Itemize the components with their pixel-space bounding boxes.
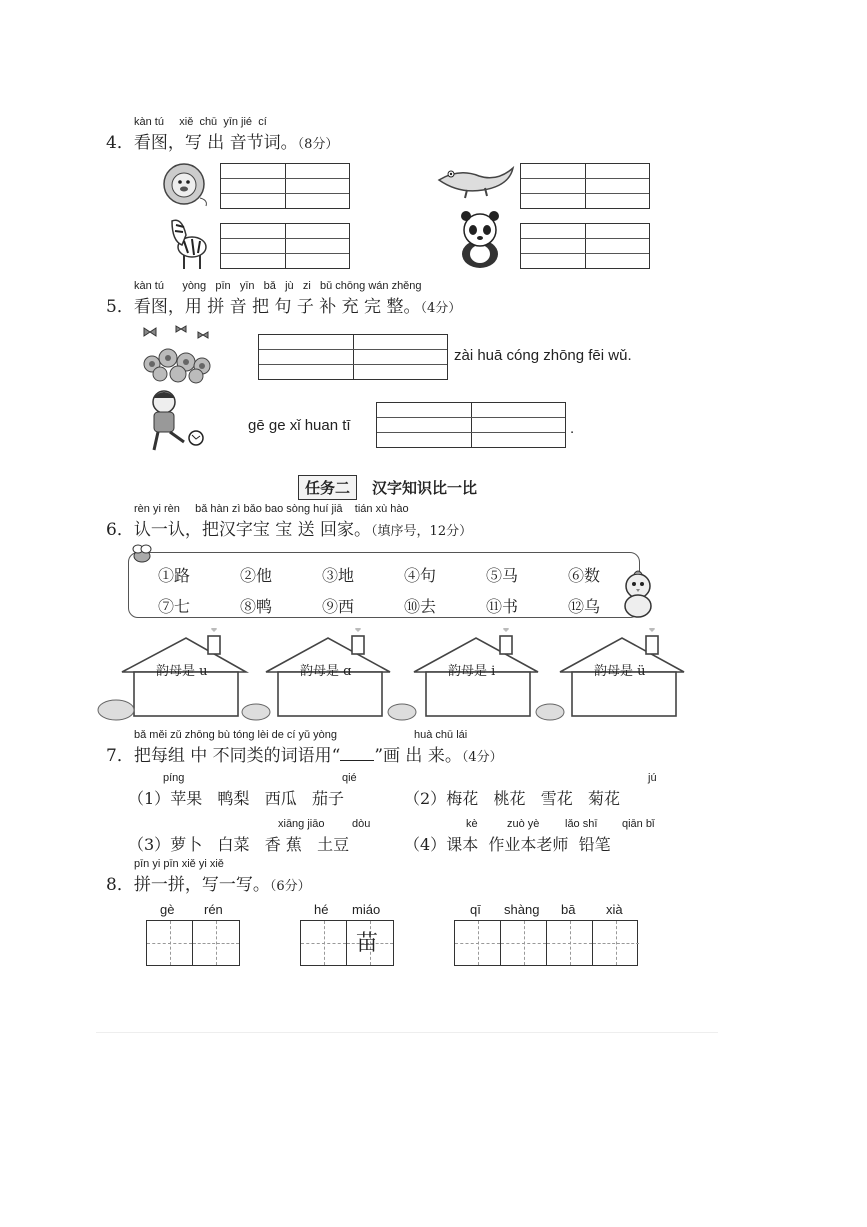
sentence2-prefix: gē ge xǐ huan tī: [248, 417, 351, 434]
char-9: ⑨西: [322, 597, 355, 616]
char-4: ④句: [404, 566, 437, 585]
q8-g1-py-2: rén: [204, 902, 223, 917]
sentence2-suffix: .: [570, 420, 575, 437]
char-6: ⑥数: [568, 566, 601, 585]
q8-g3-py-3: bā: [561, 902, 576, 917]
q7-g1-pinyin-b: qié: [342, 772, 357, 784]
house-label-a: 韵母是 ɑ: [300, 664, 352, 679]
task2-badge: 任务二: [298, 475, 357, 500]
q6-pinyin: rèn yi rèn bǎ hàn zì bǎo bao sòng huí jiā tián xù hào: [134, 503, 409, 515]
writing-grid-1[interactable]: [146, 920, 240, 966]
char-5: ⑤马: [486, 566, 519, 585]
q8-pinyin: pīn yi pīn xiě yi xiě: [134, 858, 224, 870]
crocodile-picture: [437, 160, 515, 200]
q7-group4: （4）课本 作业本老师 铅笔: [404, 835, 611, 854]
q7-g3-pinyin-b: dòu: [352, 818, 371, 830]
q4-pinyin: kàn tú xiě chū yīn jié cí: [134, 116, 267, 128]
character-cloud: [128, 552, 640, 618]
q8-g3-py-1: qī: [470, 902, 481, 917]
pinyin-box-crocodile[interactable]: [520, 163, 650, 209]
q7-group1: （1）苹果 鸭梨 西瓜 茄子: [128, 789, 345, 808]
q7-g4-pinyin-b: zuò yè: [507, 818, 540, 830]
char-7: ⑦七: [158, 597, 191, 616]
writing-grid-2[interactable]: [300, 920, 394, 966]
q7-g4-pinyin-c: lǎo shī: [565, 818, 598, 830]
q8-g2-py-2: miáo: [352, 902, 381, 917]
q5-pinyin: kàn tú yòng pīn yīn bǎ jù zi bǔ chōng wán zhěng: [134, 280, 422, 292]
char-3: ③地: [322, 566, 355, 585]
pinyin-box-sentence1[interactable]: [258, 334, 448, 380]
q7-title: 7．把每组 中 不同类的词语用“ ”画 出 来。（4分）: [106, 746, 503, 766]
q5-title: 5．看图，用 拼 音 把 句 子 补 充 完 整。（4分）: [106, 297, 462, 317]
sentence1-suffix: zài huā cóng zhōng fēi wǔ.: [454, 347, 632, 364]
pinyin-box-zebra[interactable]: [220, 223, 350, 269]
q8-g2-py-1: hé: [314, 902, 329, 917]
q7-pinyin-a: bǎ měi zǔ zhōng bù tóng lèi de cí yǔ yòng: [134, 729, 338, 741]
q7-g2-pinyin: jú: [648, 772, 657, 784]
q4-title: 4．看图，写 出 音节词。（8分）: [106, 133, 339, 153]
bee-icon: [128, 544, 156, 564]
q7-g4-pinyin-d: qiān bǐ: [622, 818, 655, 830]
q7-pinyin-b: huà chū lái: [414, 729, 468, 741]
butterflies-flowers-picture: [136, 322, 216, 384]
page-divider: [96, 1032, 718, 1033]
chick-icon: [616, 568, 660, 620]
boy-football-picture: [140, 388, 208, 456]
q8-g3-py-4: xià: [606, 902, 623, 917]
char-11: ⑪书: [486, 597, 519, 616]
pinyin-box-sentence2[interactable]: [376, 402, 566, 448]
q7-g4-pinyin-a: kè: [466, 818, 478, 830]
pinyin-box-panda[interactable]: [520, 223, 650, 269]
char-10: ⑩去: [404, 597, 437, 616]
house-label-v: 韵母是 ü: [594, 664, 646, 679]
q7-g3-pinyin-a: xiāng jiāo: [278, 818, 325, 830]
house-label-i: 韵母是 i: [448, 664, 496, 679]
char-2: ②他: [240, 566, 273, 585]
lion-picture: [160, 158, 212, 210]
char-1: ①路: [158, 566, 191, 585]
panda-picture: [454, 208, 506, 270]
q8-g1-py-1: gè: [160, 902, 175, 917]
filled-character: 苗: [356, 931, 379, 956]
pinyin-box-lion[interactable]: [220, 163, 350, 209]
task2-title: 汉字知识比一比: [372, 479, 478, 497]
q7-g1-pinyin-a: píng: [163, 772, 185, 784]
house-label-u: 韵母是 u: [156, 664, 208, 679]
q8-g3-py-2: shàng: [504, 902, 540, 917]
zebra-picture: [162, 215, 212, 271]
q6-title: 6．认一认，把汉字宝 宝 送 回家。（填序号，12分）: [106, 520, 473, 540]
char-12: ⑫乌: [568, 597, 601, 616]
q8-title: 8．拼一拼，写一写。（6分）: [106, 875, 311, 895]
char-8: ⑧鸭: [240, 597, 273, 616]
writing-grid-3[interactable]: [454, 920, 638, 966]
q7-group2: （2）梅花 桃花 雪花 菊花: [404, 789, 621, 808]
q7-group3: （3）萝卜 白菜 香 蕉 土豆: [128, 835, 350, 854]
